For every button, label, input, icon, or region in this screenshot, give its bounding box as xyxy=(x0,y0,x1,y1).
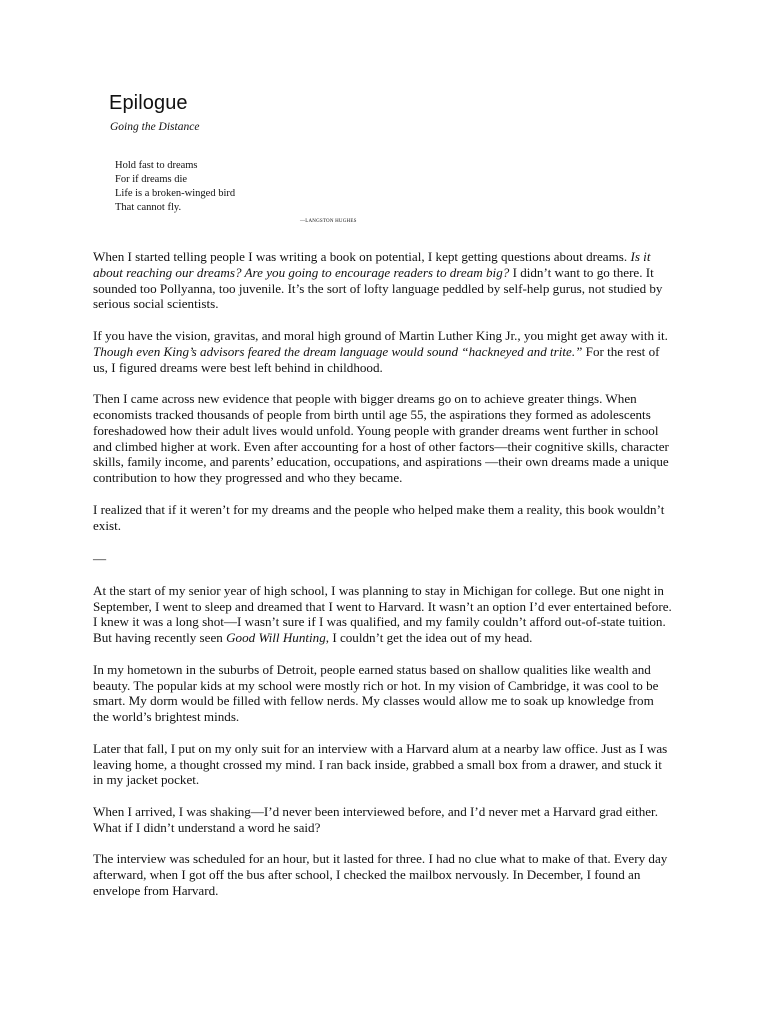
body-paragraph xyxy=(93,249,673,312)
body-paragraph xyxy=(93,662,673,725)
body-paragraph xyxy=(93,391,673,486)
body-paragraph xyxy=(93,851,673,898)
body-paragraph xyxy=(93,804,673,836)
text-run: Then I came across new evidence that people with bigger dreams go on to achieve greater things. When economists tracked thousands of people from birth until age 55, the aspirations they formed as adolescents foreshadowed how their adult lives would unfold. Young people with grander dreams went further in school and climbed higher at work. Even after accounting for a host of other factors—their cognitive skills, character skills, family income, and parents’ education, occupations, and aspirations —their own dreams made a unique contribution to how they progressed and who they became. xyxy=(93,391,669,486)
chapter-subtitle: Going the Distance xyxy=(110,121,200,133)
text-run: I didn’t want to go there. It sounded too Pollyanna, too juvenile. It’s the sort of lofty language peddled by self-help gurus, not studied by serious social scientists. xyxy=(93,264,663,312)
text-run: The interview was scheduled for an hour, but it lasted for three. I had no clue what to make of that. Every day afterward, when I got off the bus after school, I checked the mailbox nervously. In December, I found an envelope from Harvard. xyxy=(93,851,668,898)
text-run: At the start of my senior year of high school, I was planning to stay in Michigan for college. But one night in September, I went to sleep and dreamed that I went to Harvard. It wasn’t an option I’d ever entertained before. I knew it was a long shot—I wasn’t sure if I was qualified, and my family couldn’t afford out-of-state tuition. But having recently seen xyxy=(93,582,672,646)
epigraph-attribution: —LANGSTON HUGHES xyxy=(300,219,357,224)
chapter-title: Epilogue xyxy=(109,92,188,114)
epigraph-line: For if dreams die xyxy=(115,174,188,185)
text-run: I realized that if it weren’t for my dreams and the people who helped make them a reality, this book wouldn’t exist. xyxy=(93,501,665,533)
body-paragraph xyxy=(93,583,673,646)
italic-text: Though even King’s advisors feared the dream language would sound “hackneyed and trite.” xyxy=(93,343,583,359)
text-run: In my hometown in the suburbs of Detroit, people earned status based on shallow qualities like wealth and beauty. The popular kids at my school were mostly rich or hot. In my vision of Cambridge, it was cool to be smart. My dorm would be filled with fellow nerds. My classes would allow me to soak up knowledge from the world’s brightest minds. xyxy=(93,661,659,725)
epigraph-line: Hold fast to dreams xyxy=(115,160,198,171)
text-run: Later that fall, I put on my only suit for an interview with a Harvard alum at a nearby law office. Just as I was leaving home, a thought crossed my mind. I ran back inside, grabbed a small box from a drawer, and stuck it in my jacket pocket. xyxy=(93,740,668,788)
body-paragraph xyxy=(93,502,673,534)
body-paragraph xyxy=(93,741,673,788)
epigraph-line: Life is a broken-winged bird xyxy=(115,188,236,199)
epigraph-line: That cannot fly. xyxy=(115,202,182,213)
body-paragraph xyxy=(93,328,673,375)
text-run: If you have the vision, gravitas, and moral high ground of Martin Luther King Jr., you might get away with it. xyxy=(93,327,668,343)
italic-text: Good Will Hunting xyxy=(226,630,326,646)
text-run: For the rest of us, I figured dreams were best left behind in childhood. xyxy=(93,343,660,375)
italic-text: Is it about reaching our dreams? Are you going to encourage readers to dream big? xyxy=(93,249,651,280)
section-divider: — xyxy=(93,551,107,567)
epigraph xyxy=(115,159,235,215)
body-text xyxy=(93,249,673,914)
text-run: , I couldn’t get the idea out of my head. xyxy=(325,630,533,646)
text-run: When I started telling people I was writing a book on potential, I kept getting questions about dreams. xyxy=(93,249,631,264)
text-run: When I arrived, I was shaking—I’d never been interviewed before, and I’d never met a Harvard grad either. What if I didn’t understand a word he said? xyxy=(93,803,658,835)
